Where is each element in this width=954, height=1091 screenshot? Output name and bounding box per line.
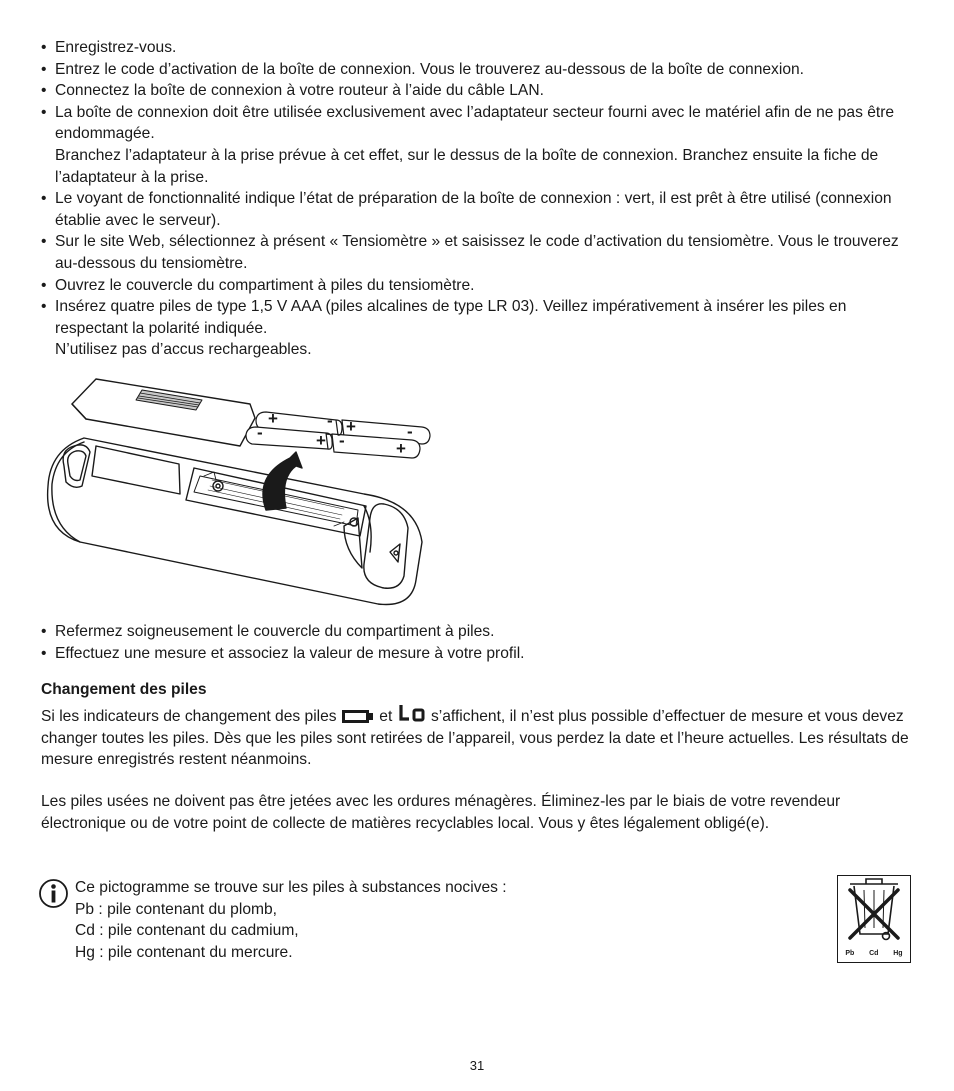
page-number: 31 (469, 1058, 485, 1073)
list-item: • Enregistrez-vous. (41, 37, 921, 59)
plus-sign: + (268, 409, 278, 428)
list-item-extra: N’utilisez pas d’accus rechargeables. (55, 341, 312, 359)
info-icon (38, 878, 69, 909)
note-line: Cd : pile contenant du cadmium, (75, 922, 299, 940)
bin-label: Cd (869, 950, 879, 957)
list-item: • Ouvrez le couvercle du compartiment à piles du tensiomètre. (41, 275, 921, 297)
plus-sign: + (316, 431, 326, 450)
list-item-extra: Branchez l’adaptateur à la prise prévue à cet effet, sur le dessus de la boîte de connexion. Branchez ensuite la fiche de l’adaptateur à la prise. (55, 146, 879, 186)
note-line: Hg : pile contenant du mercure. (75, 943, 293, 961)
crossed-bin-icon (838, 876, 910, 946)
list-item: • La boîte de connexion doit être utilisée exclusivement avec l’adaptateur secteur fourni avec le matériel afin de ne pas être endommagée. Branchez l’adaptateur à la prise prévue à cet effet, sur le dessus de la boîte de connexion. Branchez ensuite la fiche de l’adaptateur à la prise. (41, 102, 921, 188)
device-body-illustration (48, 438, 422, 605)
battery-cover-illustration (72, 379, 255, 446)
battery-change-paragraph: Si les indicateurs de changement des piles et s’affichent, il n’est plus possible d’effectuer de mesure et vous devez changer toutes les piles. Dès que les piles sont retirées de l’appareil, vous perdez la date et l’heure actuelles. Les résultats de mesure enregistrés restent néanmoins. (41, 704, 921, 771)
instruction-list (41, 621, 921, 664)
list-item: • Le voyant de fonctionnalité indique l’état de préparation de la boîte de connexion : vert, il est prêt à être utilisé (connexion établie avec le serveur). (41, 188, 921, 231)
instruction-list (41, 37, 921, 361)
list-item: • Effectuez une mesure et associez la valeur de mesure à votre profil. (41, 643, 921, 665)
note-line: Ce pictogramme se trouve sur les piles à substances nocives : (75, 879, 507, 896)
lo-indicator-icon (397, 704, 427, 724)
low-battery-icon (341, 709, 375, 724)
plus-sign: + (346, 417, 356, 436)
bin-label: Hg (893, 950, 903, 957)
note-line: Pb : pile contenant du plomb, (75, 900, 277, 918)
list-item: • Refermez soigneusement le couvercle du compartiment à piles. (41, 621, 921, 643)
battery-insertion-illustration (44, 376, 444, 616)
minus-sign: - (257, 423, 263, 442)
bin-label: Pb (845, 950, 855, 957)
minus-sign: - (407, 422, 413, 441)
crossed-bin-symbol (837, 875, 911, 963)
list-item: • Entrez le code d’activation de la boîte de connexion. Vous le trouverez au-dessous de la boîte de connexion. (41, 59, 921, 81)
list-item: • Sur le site Web, sélectionnez à présent « Tensiomètre » et saisissez le code d’activation du tensiomètre. Vous le trouverez au-dessous du tensiomètre. (41, 231, 921, 274)
section-title: Changement des piles (41, 681, 207, 698)
list-item: • Connectez la boîte de connexion à votre routeur à l’aide du câble LAN. (41, 80, 921, 102)
minus-sign: - (339, 431, 345, 450)
disposal-paragraph: Les piles usées ne doivent pas être jetées avec les ordures ménagères. Éliminez-les par le biais de votre revendeur électronique ou de votre point de collecte de matières recyclables local. Vous y êtes légalement obligé(e). (41, 793, 841, 832)
minus-sign: - (327, 411, 333, 430)
list-item: • Insérez quatre piles de type 1,5 V AAA (piles alcalines de type LR 03). Veillez impérativement à insérer les piles en respectant la polarité indiquée. N’utilisez pas d’accus rechargeables. (41, 296, 921, 361)
plus-sign: + (396, 439, 406, 458)
